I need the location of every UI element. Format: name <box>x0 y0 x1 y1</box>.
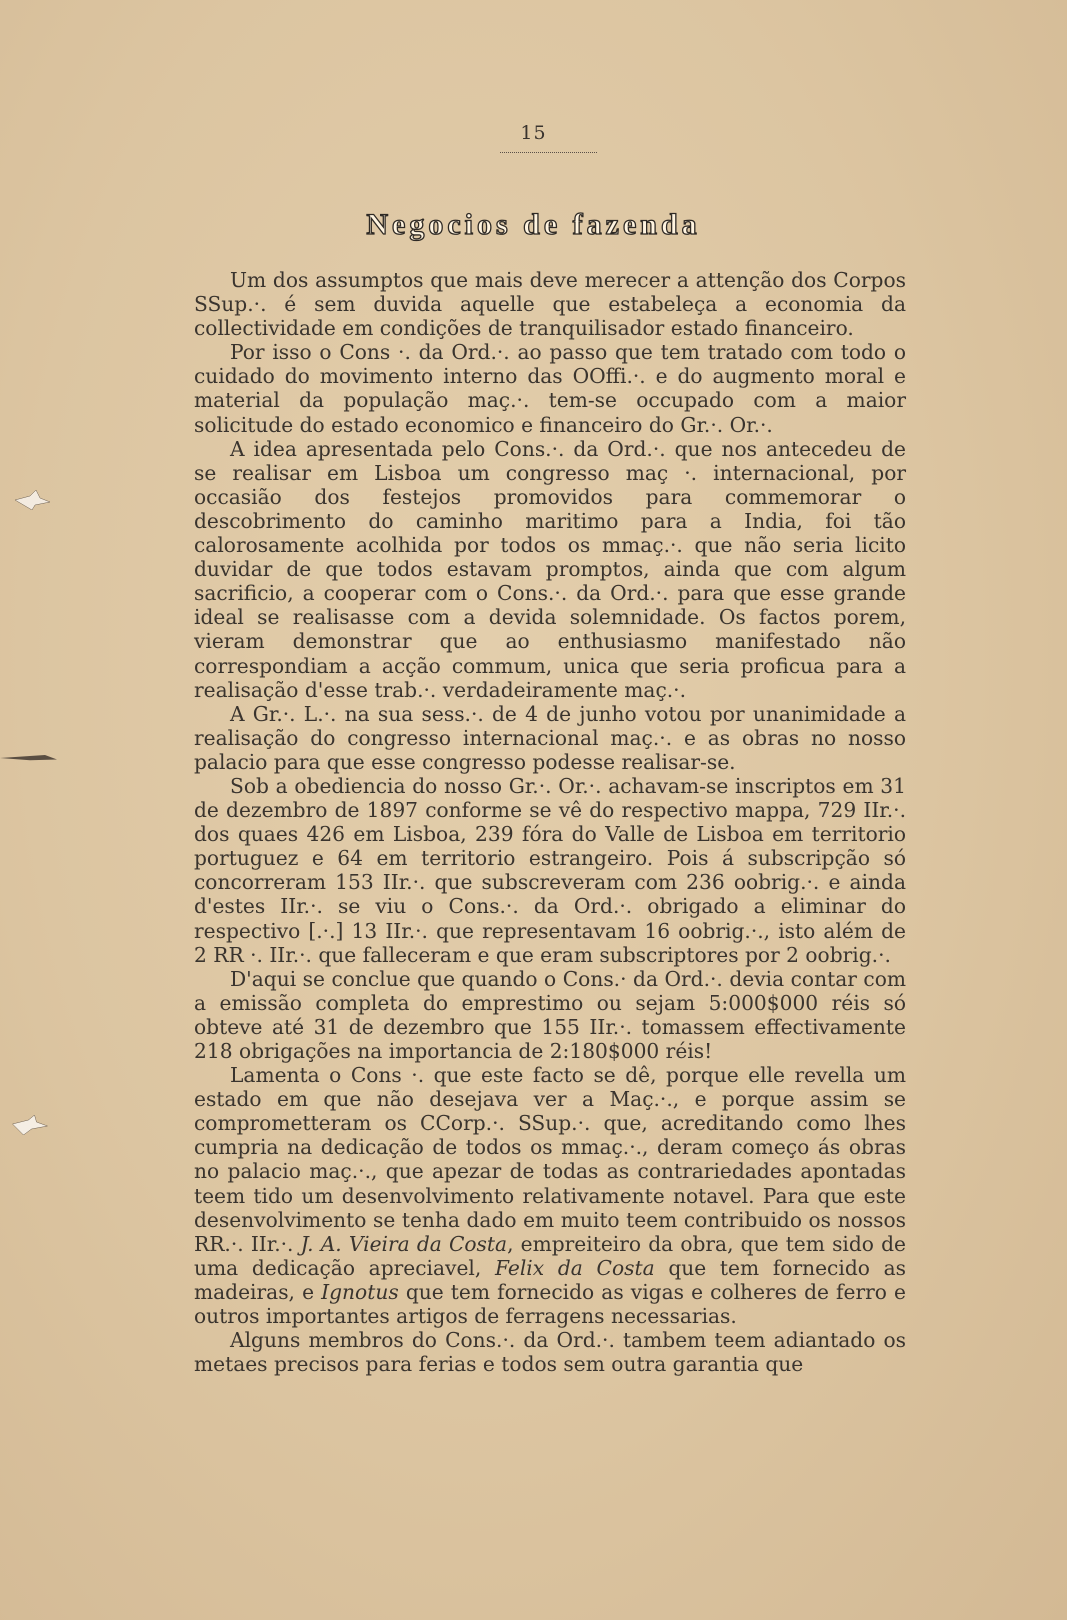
paragraph: A Gr.·. L.·. na sua sess.·. de 4 de junho votou por unanimidade a realisação do congresso internacional maç.·. e as obras no nosso palacio para que esse congresso podesse realisar-se. <box>194 701 906 774</box>
margin-damage-mark <box>0 490 60 510</box>
body-text <box>194 268 906 1376</box>
page-number-rule <box>500 152 597 153</box>
paragraph: Um dos assumptos que mais deve merecer a attenção dos Corpos SSup.·. é sem duvida aquelle que estabeleça a economia da collectividade em condições de tranquilisador estado financeiro. <box>194 268 906 341</box>
page-number: 15 <box>520 122 547 144</box>
margin-damage-mark <box>0 1115 60 1135</box>
paragraph: Sob a obediencia do nosso Gr.·. Or.·. achavam-se inscriptos em 31 de dezembro de 1897 conforme se vê do respectivo mappa, 729 IIr.·. dos quaes 426 em Lisboa, 239 fóra do Valle de Lisboa em territorio portuguez e 64 em territorio estrangeiro. Pois á subscripção só concorreram 153 IIr.·. que subscreveram com 236 oobrig.·. e ainda d'estes IIr.·. se viu o Cons.·. da Ord.·. obrigado a eliminar do respectivo [.·.] 13 IIr.·. que representavam 16 oobrig.·., isto além de 2 RR ·. IIr.·. que falleceram e que eram subscriptores por 2 oobrig.·. <box>194 773 906 967</box>
paragraph-text: , empreiteiro da obra, que tem sido de uma dedicação apreciavel, <box>194 1231 906 1280</box>
paragraph: Alguns membros do Cons.·. da Ord.·. tambem teem adiantado os metaes precisos para ferias e todos sem outra garantia que <box>194 1328 906 1377</box>
margin-damage-mark <box>0 748 60 768</box>
paragraph: A idea apresentada pelo Cons.·. da Ord.·. que nos antecedeu de se realisar em Lisboa um congresso maç ·. internacional, por occasião dos festejos promovidos para commemorar o descobrimento do caminho maritimo para a India, foi tão calorosamente acolhida por todos os mmaç.·. que não seria licito duvidar de que todos estavam promptos, ainda que com algum sacrificio, a cooperar com o Cons.·. da Ord.·. para que esse grande ideal se realisasse com a devida solemnidade. Os factos porem, vieram demonstrar que ao enthusiasmo manifestado não correspondiam a acção commum, unica que seria proficua para a realisação d'esse trab.·. verdadeiramente maç.·. <box>194 436 906 702</box>
name-italic: Felix da Costa <box>494 1255 655 1280</box>
paragraph <box>194 1063 906 1328</box>
paragraph: Por isso o Cons ·. da Ord.·. ao passo que tem tratado com todo o cuidado do movimento interno das OOffi.·. e do augmento moral e material da população maç.·. tem-se occupado com a maior solicitude do estado economico e financeiro do Gr.·. Or.·. <box>194 340 906 437</box>
paragraph-text: que tem fornecido as vigas e colheres de ferro e outros importantes artigos de ferragens necessarias. <box>194 1279 906 1329</box>
name-italic: Ignotus <box>321 1279 399 1304</box>
paragraph-text: que tem fornecido as madeiras, e <box>194 1255 906 1304</box>
paragraph-text: Lamenta o Cons ·. que este facto se dê, porque elle revella um estado em que não desejava ver a Maç.·., e porque assim se comprometteram os CCorp.·. SSup.·. que, acreditando como lhes cumpria na dedicação de todos os mmaç.·., deram começo ás obras no palacio maç.·., que apezar de todas as contrariedades apontadas teem tido um desenvolvimento relativamente notavel. Para que este desenvolvimento se tenha dado em muito teem contribuido os nossos RR.·. IIr.·. <box>194 1063 906 1256</box>
name-italic: J. A. Vieira da Costa <box>300 1231 508 1256</box>
section-title: Negocios de fazenda <box>366 208 701 241</box>
paragraph: D'aqui se conclue que quando o Cons.· da Ord.·. devia contar com a emissão completa do emprestimo ou sejam 5:000$000 réis só obteve até 31 de dezembro que 155 IIr.·. tomassem effectivamente 218 obrigações na importancia de 2:180$000 réis! <box>194 966 906 1063</box>
